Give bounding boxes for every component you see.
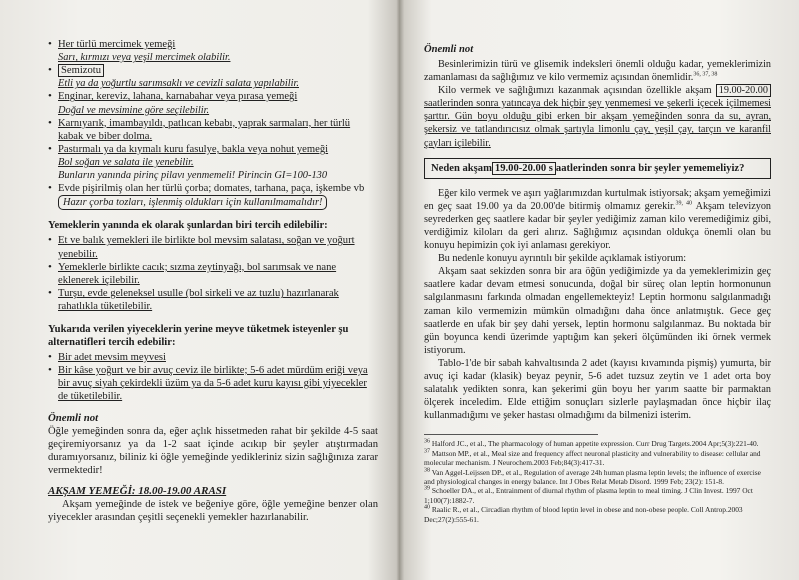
question-box: Neden akşam 19.00-20.00 s aatlerinden sonra bir şeyler yememeliyiz? xyxy=(424,158,771,179)
meal-title: AKŞAM YEMEĞİ: 18.00-19.00 ARASI xyxy=(48,485,227,498)
list-item: • Her türlü mercimek yemeği Sarı, kırmızı veya yeşil mercimek olabilir. xyxy=(48,38,378,64)
footnote: $^{39}$ Schoeller DA., et al., Entrainment of diurnal rhythm of plasma leptin to meal timing. J Clin Invest. 1997 Oct 1;100(7):1882-7. xyxy=(424,485,753,505)
right-page xyxy=(402,0,799,580)
side-dish-list xyxy=(48,234,378,313)
paragraph: Kilo vermek ve sağlığımızı kazanmak açısından özellikle akşam 19.00-20.00 saatlerinden sonra yatıncaya dek hiçbir şey yenmemesi ve şekerli içecek içilmemesi şarttır. Gün boyu olduğu gibi erken bir akşam yemeğinden sonra da su, ayran, şekersiz ve tatlandırıcısız olmak şartıyla limonlu çay, yeşil çay, tarçın ve karanfil çayları içilebilir. xyxy=(424,85,771,149)
paragraph: Bu nedenle konuyu ayrıntılı bir şekilde açıklamak istiyorum: xyxy=(438,253,687,265)
list-item: • Evde pişirilmiş olan her türlü çorba; domates, tarhana, paça, işkembe vb Hazır çorba tozları, işlenmiş oldukları için kullanılmamalıdır! xyxy=(48,182,378,210)
left-page xyxy=(0,0,398,580)
list-item: • Yemeklerle birlikte cacık; sızma zeytinyağı, bol sarımsak ve nane eklenerek içilebilir. xyxy=(48,261,378,287)
list-item: • Bir kâse yoğurt ve bir avuç ceviz ile birlikte; 5-6 adet mürdüm eriği veya bir avuç siyah çekirdekli üzüm ya da 5-6 adet kuru kayısı gibi yiyecekler de tüketilebilir. xyxy=(48,364,378,404)
footnote: $^{36}$ Halford JC., et al., The pharmacology of human appetite expression. Curr Drug Targets.2004 Apr;5(3):221-40. xyxy=(424,438,759,449)
list-item: • Enginar, kereviz, lahana, karnabahar veya pırasa yemeği Doğal ve mevsimine göre seçilebilir. xyxy=(48,90,378,116)
list-item: • Karnıyarık, imambayıldı, patlıcan kebabı, yaprak sarmaları, her türlü kabak ve biber dolma. xyxy=(48,117,378,143)
note-title: Önemli not xyxy=(424,44,474,55)
footnote: $^{40}$ Raalic R., et al., Circadian rhythm of blood leptin level in obese and non-obese people. Coll Antrop.2003 Dec;27(2):555-61. xyxy=(424,504,743,524)
section-heading: Yukarıda verilen yiyeceklerin yerine meyve tüketmek isteyenler şu alternatifleri tercih edebilir: xyxy=(48,323,349,348)
footnote: $^{38}$ Van Aggel-Leijssen DP., et al., Regulation of average 24h human plasma leptin levels; the influence of exercise and physiological changes in energy balance. Int J Obes Relat Metab Disord. 1999 Feb; 23(2): 151-8. xyxy=(424,467,761,486)
note-title: Önemli not xyxy=(48,412,99,425)
fruit-list xyxy=(48,351,378,404)
meal-text: Akşam yemeğinde de istek ve beğeniye göre, öğle yemeğine benzer olan yiyecekler arasından çeşitli seçenekli yemekler hazırlanabilir. xyxy=(48,499,378,524)
footnotes xyxy=(424,439,771,524)
list-item: • Bir adet mevsim meyvesi xyxy=(48,351,378,364)
footnote-divider xyxy=(424,434,598,435)
note-text: Öğle yemeğinden sonra da, eğer açlık hissetmeden rahat bir şekilde 4-5 saat geçiremiyorsanız ya da 1-2 saat içinde acıkıp bir şeyler atıştırmadan duramıyorsanız, biliniz ki öğle yemeğinde yedikleriniz sizin sağlığınıza zarar vermektedir! xyxy=(48,426,378,477)
list-item: • Turşu, evde geleneksel usulle (bol sirkeli ve az tuzlu) hazırlanarak rahatlıkla tüketilebilir. xyxy=(48,287,378,313)
list-item: • Semizotu Etli ya da yoğurtlu sarımsaklı ve cevizli salata yapılabilir. xyxy=(48,64,378,90)
paragraph: Besinlerimizin türü ve glisemik indeksleri önemli olduğu kadar, yemeklerimizin zamanlaması da sağlığımız ve kilo vermemiz açısından önemlidir.$^{36, 37, 38}$ xyxy=(424,59,771,84)
paragraph: Tablo-1'de bir sabah kahvaltısında 2 adet (kayısı kıvamında pişmiş) yumurta, bir avuç içi kadar (klasik) beyaz peynir, 5-6 adet tuzsuz zeytin ve 1 adet orta boy salatalık yedikten sonra, kan şekerimi gün boyu her yarım saatte bir parmaktan ölçerek inceledim. Elde ettiğim sonuçları sizlerle paylaşmadan önce hiçbir ilaç kullanmadığımı ve şeker hastası olmadığımı da bilmenizi isterim. xyxy=(424,357,771,422)
food-list xyxy=(48,38,378,210)
paragraph: Eğer kilo vermek ve aşırı yağlarımızdan kurtulmak istiyorsak; akşam yemeğimizi en geç saat 19.00 ya da 20.00'de bitirmiş olmamız gerekir.$^{39, 40}$ Akşam televizyon seyrederken geç saatlere kadar bir şeyler yediğimiz zaman kilo veremediğimiz gibi, verdiğimiz kiloları da geri alırız. Sağlığımız açısından oldukça önemli olan bu konuyu hepimizin çok iyi anlaması gerekiyor. xyxy=(424,187,772,252)
section-heading: Yemeklerin yanında ek olarak şunlardan biri tercih edilebilir: xyxy=(48,220,328,232)
paragraph: Akşam saat sekizden sonra bir ara öğün yediğimizde ya da yemeklerimizin geç saatlere kadar devam etmesi sonucunda, doğal bir süreç olan leptin hormonunun salgılanmasını farkında olmadan engellemekteyiz! Leptin hormonu salgılanmadığı zaman kilo vermemizin mümkün olmadığını daha önce anlatmıştık. Gece geç saatlerde en ufak bir şey dahi yersek, leptin hormonu salgılanmaz. Bu noktada bir gün boyunca kendi üzerimde yaptığım kan şekeri ölçümünden iki örnek vermek istiyorum. xyxy=(424,266,771,356)
list-item: • Et ve balık yemekleri ile birlikte bol mevsim salatası, soğan ve yoğurt yenebilir. xyxy=(48,234,378,260)
list-item: • Pastırmalı ya da kıymalı kuru fasulye, bakla veya nohut yemeği Bol soğan ve salata ile yenebilir. Bunların yanında pirinç pilavı yenmemeli! Pirincin GI=100-130 xyxy=(48,143,378,182)
footnote: $^{37}$ Mattson MP., et al., Meal size and frequency affect neuronal plasticity and vulnerability to disease: cellular and molecular mechanism. J Neurochem.2003 Feb;84(3):417-31. xyxy=(424,448,761,468)
